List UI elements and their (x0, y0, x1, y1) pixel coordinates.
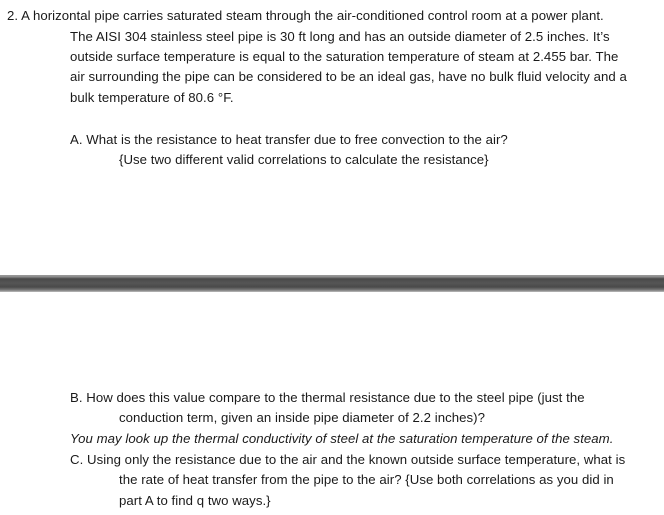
part-b-italic-note: You may look up the thermal conductivity of steel at the saturation temperature of the steam. (70, 431, 614, 446)
part-a-question: A. What is the resistance to heat transfer due to free convection to the air? (70, 132, 508, 147)
problem-intro-text-1: A horizontal pipe carries saturated steam through the air-conditioned control room at a power plant. (21, 8, 604, 23)
problem-intro-line-2: The AISI 304 stainless steel pipe is 30 ft long and has an outside diameter of 2.5 inches. It’s (70, 29, 610, 44)
problem-intro-line-5: bulk temperature of 80.6 °F. (70, 90, 234, 105)
part-b-line-2: conduction term, given an inside pipe diameter of 2.2 inches)? (119, 410, 485, 425)
part-a-note: {Use two different valid correlations to calculate the resistance} (119, 152, 489, 167)
part-c-line-2: the rate of heat transfer from the pipe to the air? {Use both correlations as you did in (119, 472, 614, 487)
part-c-line-3: part A to find q two ways.} (119, 493, 271, 508)
problem-intro-line-3: outside surface temperature is equal to the saturation temperature of steam at 2.455 bar. The (70, 49, 619, 64)
problem-intro-line-4: air surrounding the pipe can be considered to be an ideal gas, have no bulk fluid velocity and a (70, 69, 627, 84)
part-b-line-1: B. How does this value compare to the thermal resistance due to the steel pipe (just the (70, 390, 585, 405)
problem-number: 2. (7, 8, 19, 23)
part-c-line-1: C. Using only the resistance due to the air and the known outside surface temperature, what is (70, 452, 626, 467)
problem-intro-line-1 (7, 7, 604, 25)
section-divider (0, 275, 664, 292)
